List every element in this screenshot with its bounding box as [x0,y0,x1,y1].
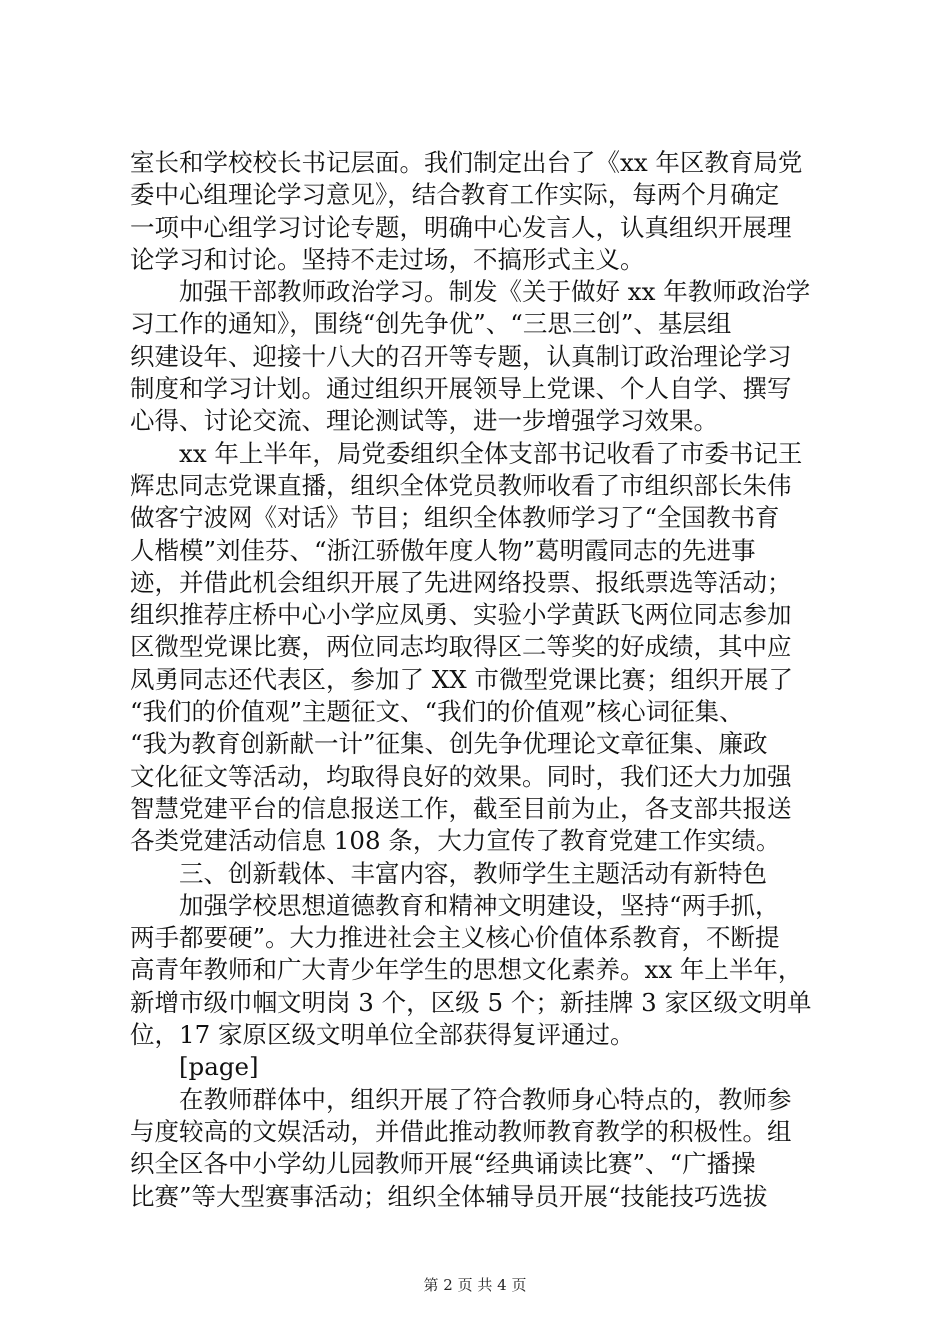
text-line: 委中心组理论学习意见》，结合教育工作实际，每两个月确定 [130,180,780,210]
text-line: 室长和学校校长书记层面。我们制定出台了《xx 年区教育局党 [130,148,803,177]
text-line: 凤勇同志还代表区，参加了 XX 市微型党课比赛；组织开展了 [130,664,793,694]
text-line: 论学习和讨论。坚持不走过场，不搞形式主义。 [130,244,645,274]
text-line: 比赛”等大型赛事活动；组织全体辅导员开展“技能技巧选拔 [130,1181,768,1211]
text-line: 与度较高的文娱活动，并借此推动教师教育教学的积极性。组 [130,1116,792,1146]
document-body [130,147,835,1213]
text-line: “我们的价值观”主题征文、“我们的价值观”核心词征集、 [130,697,744,727]
text-line: 习工作的通知》，围绕“创先争优”、“三思三创”、基层组 [130,309,732,339]
text-line: 新增市级巾帼文明岗 3 个，区级 5 个；新挂牌 3 家区级文明单 [130,987,812,1017]
text-line: 加强学校思想道德教育和精神文明建设，坚持“两手抓， [179,890,780,920]
text-line: 三、创新载体、丰富内容，教师学生主题活动有新特色 [179,858,767,888]
text-line: 两手都要硬”。大力推进社会主义核心价值体系教育，不断提 [130,923,780,953]
text-line: 辉忠同志党课直播，组织全体党员教师收看了市组织部长朱伟 [130,470,792,500]
text-line: xx 年上半年，局党委组织全体支部书记收看了市委书记王 [179,438,803,468]
text-line: “我为教育创新献一计”征集、创先争优理论文章征集、廉政 [130,729,768,759]
text-line: 迹，并借此机会组织开展了先进网络投票、报纸票选等活动； [130,567,792,597]
text-line: 一项中心组学习讨论专题，明确中心发言人，认真组织开展理 [130,212,792,242]
text-line: 文化征文等活动，均取得良好的效果。同时，我们还大力加强 [130,761,792,791]
text-line: 人楷模”刘佳芬、“浙江骄傲年度人物”葛明霞同志的先进事 [130,535,756,565]
text-line: 各类党建活动信息 108 条，大力宣传了教育党建工作实绩。 [130,826,781,856]
text-line: 心得、讨论交流、理论测试等，进一步增强学习效果。 [130,406,718,436]
text-line: 位，17 家原区级文明单位全部获得复评通过。 [130,1020,635,1050]
text-line: 智慧党建平台的信息报送工作，截至目前为止，各支部共报送 [130,793,792,823]
text-line: 在教师群体中，组织开展了符合教师身心特点的，教师参 [179,1084,792,1114]
text-line: 加强干部教师政治学习。制发《关于做好 xx 年教师政治学 [179,277,811,307]
text-line: 做客宁波网《对话》节目；组织全体教师学习了“全国教书育 [130,503,780,533]
text-line: 区微型党课比赛，两位同志均取得区二等奖的好成绩，其中应 [130,632,792,662]
text-line: 制度和学习计划。通过组织开展领导上党课、个人自学、撰写 [130,374,792,404]
page-footer: 第 2 页 共 4 页 [423,1276,527,1294]
text-line: 织建设年、迎接十八大的召开等专题，认真制订政治理论学习 [130,341,792,371]
text-line: [page] [179,1052,259,1082]
text-line: 高青年教师和广大青少年学生的思想文化素养。xx 年上半年， [130,955,803,985]
text-line: 织全区各中小学幼儿园教师开展“经典诵读比赛”、“广播操 [130,1149,756,1179]
text-line: 组织推荐庄桥中心小学应凤勇、实验小学黄跃飞两位同志参加 [130,600,792,630]
